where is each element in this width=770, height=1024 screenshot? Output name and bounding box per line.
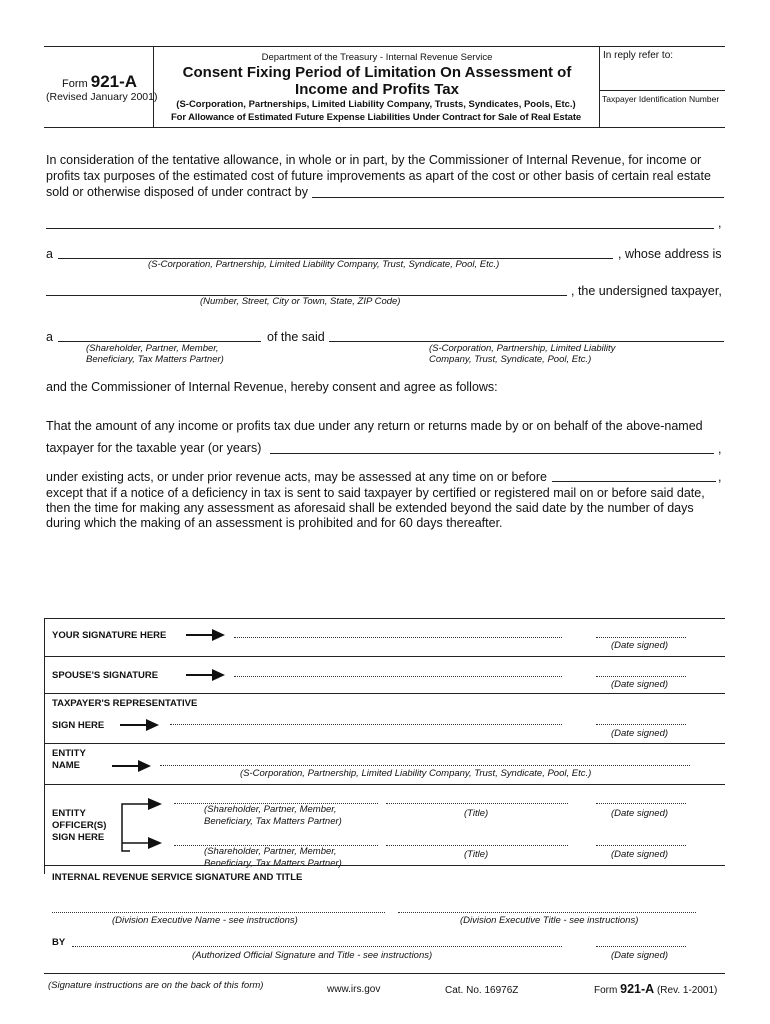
date-signed-caption: (Date signed): [611, 640, 669, 651]
rule-3: [44, 743, 725, 744]
spouse-signature-field[interactable]: [234, 676, 562, 677]
date-signed-caption: (Date signed): [611, 950, 669, 961]
arrow-right-icon: [112, 759, 152, 773]
comma-3: ,: [718, 470, 722, 484]
authorized-caption: (Authorized Official Signature and Title - see instructions): [192, 950, 433, 961]
division-exec-title-caption: (Division Executive Title - see instructions): [460, 915, 639, 926]
rule-2: [44, 693, 725, 694]
officer2-date-field[interactable]: [596, 845, 686, 846]
officer2-role-caption: (Shareholder, Partner, Member, Beneficiary, Tax Matters Partner): [204, 846, 342, 869]
date-signed-caption: (Date signed): [611, 728, 669, 739]
officer1-role-caption: (Shareholder, Partner, Member, Beneficiary, Tax Matters Partner): [204, 804, 342, 827]
para1-line3: sold or otherwise disposed of under contract by: [46, 185, 308, 199]
rep-signature-field[interactable]: [170, 724, 562, 725]
undersigned-text: , the undersigned taxpayer,: [571, 284, 722, 298]
sold-by-field[interactable]: [312, 197, 724, 198]
website-link[interactable]: www.irs.gov: [327, 984, 381, 995]
footer-top-rule: [44, 973, 725, 974]
a-label: a: [46, 247, 53, 261]
header-divider-right: [599, 46, 600, 128]
taxpayer-name-field[interactable]: [46, 228, 714, 229]
entity-officers-label: ENTITY OFFICER(S) SIGN HERE: [52, 808, 107, 843]
of-the-said-text: of the said: [267, 330, 325, 344]
division-exec-title-field[interactable]: [398, 912, 696, 913]
role-field[interactable]: [58, 341, 261, 342]
para1-line1: In consideration of the tentative allowance, in whole or in part, by the Commissioner of Internal Revenue, for income or: [46, 153, 702, 167]
rule-1: [44, 656, 725, 657]
taxable-year-field[interactable]: [270, 453, 714, 454]
officer1-date-field[interactable]: [596, 803, 686, 804]
date-signed-caption: (Date signed): [611, 679, 669, 690]
para2-line2: taxpayer for the taxable year (or years): [46, 441, 262, 455]
para2-line1: That the amount of any income or profits tax due under any return or returns made by or on behalf of the above-named: [46, 419, 703, 433]
date-signed-caption: (Date signed): [611, 808, 669, 819]
para3-line4: during which the making of an assessment is prohibited and for 60 days thereafter.: [46, 516, 503, 530]
signature-section-top-rule: [44, 618, 725, 619]
irs-signature-heading: INTERNAL REVENUE SERVICE SIGNATURE AND TITLE: [52, 872, 303, 883]
by-label: BY: [52, 937, 66, 948]
para3-line3: then the time for making any assessment as aforesaid shall be extended beyond the said date by the number of days: [46, 501, 694, 515]
spouse-date-field[interactable]: [596, 676, 686, 677]
header-reply-rule: [599, 90, 725, 91]
department-name: Department of the Treasury - Internal Revenue Service: [261, 52, 493, 63]
said-entity-caption: (S-Corporation, Partnership, Limited Liability Company, Trust, Syndicate, Pool, Etc.): [429, 343, 616, 365]
officer2-title-field[interactable]: [386, 845, 568, 846]
rep-date-field[interactable]: [596, 724, 686, 725]
authorized-signature-field[interactable]: [72, 946, 562, 947]
your-signature-field[interactable]: [234, 637, 562, 638]
form-title: Consent Fixing Period of Limitation On Assessment of Income and Profits Tax: [182, 64, 572, 98]
title-caption: (Title): [464, 808, 489, 819]
consent-line: and the Commissioner of Internal Revenue, hereby consent and agree as follows:: [46, 380, 498, 394]
rep-sign-here-label: SIGN HERE: [52, 720, 105, 731]
division-exec-name-field[interactable]: [52, 912, 385, 913]
signature-instructions-note: (Signature instructions are on the back of this form): [48, 980, 264, 991]
entity-name-field[interactable]: [160, 765, 690, 766]
rule-4: [44, 784, 725, 785]
form-subtitle-entities: (S-Corporation, Partnerships, Limited Liability Company, Trusts, Syndicates, Pools, Etc.): [176, 99, 576, 110]
officer1-title-field[interactable]: [386, 803, 568, 804]
entity-type-caption: (S-Corporation, Partnership, Limited Liability Company, Trust, Syndicate, Pool, Etc.): [148, 259, 500, 270]
whose-address-text: , whose address is: [618, 247, 722, 261]
form-subtitle-purpose: For Allowance of Estimated Future Expense Liabilities Under Contract for Sale of Real Estate: [170, 112, 582, 123]
footer-form-number: Form 921-A (Rev. 1-2001): [594, 982, 718, 996]
your-date-field[interactable]: [596, 637, 686, 638]
your-signature-label: YOUR SIGNATURE HERE: [52, 630, 167, 641]
comma-2: ,: [718, 442, 722, 456]
para1-line2: profits tax purposes of the estimated cost of future improvements as apart of the cost or other basis of certain real estate: [46, 169, 711, 183]
address-caption: (Number, Street, City or Town, State, ZIP Code): [200, 296, 401, 307]
header-top-rule: [44, 46, 725, 47]
arrow-right-icon: [186, 628, 226, 642]
title-caption: (Title): [464, 849, 489, 860]
form-number: Form 921-A: [62, 72, 138, 91]
para3-line1: under existing acts, or under prior revenue acts, may be assessed at any time on or before: [46, 470, 547, 484]
spouse-signature-label: SPOUSE'S SIGNATURE: [52, 670, 159, 681]
rule-5: [44, 865, 725, 866]
date-signed-caption: (Date signed): [611, 849, 669, 860]
bracket-arrow-icon: [120, 796, 168, 852]
a-label-2: a: [46, 330, 53, 344]
taxpayer-rep-label: TAXPAYER'S REPRESENTATIVE: [52, 698, 198, 709]
arrow-right-icon: [186, 668, 226, 682]
revised-date: (Revised January 2001): [46, 91, 158, 103]
comma: ,: [718, 216, 722, 230]
entity-name-caption: (S-Corporation, Partnership, Limited Liability Company, Trust, Syndicate, Pool, Etc.): [240, 768, 592, 779]
tin-label: Taxpayer Identification Number: [602, 94, 720, 104]
role-caption: (Shareholder, Partner, Member, Beneficiary, Tax Matters Partner): [86, 343, 224, 365]
catalog-number: Cat. No. 16976Z: [445, 985, 519, 996]
irs-date-field[interactable]: [596, 946, 686, 947]
entity-name-label: ENTITY NAME: [52, 748, 86, 771]
assessment-date-field[interactable]: [552, 481, 716, 482]
division-exec-name-caption: (Division Executive Name - see instructions): [112, 915, 298, 926]
para3-line2: except that if a notice of a deficiency in tax is sent to said taxpayer by certified or registered mail on or before said date,: [46, 486, 705, 500]
header-bottom-rule: [44, 127, 725, 128]
arrow-right-icon: [120, 718, 160, 732]
reply-refer-label: In reply refer to:: [603, 50, 674, 61]
said-entity-field[interactable]: [329, 341, 724, 342]
